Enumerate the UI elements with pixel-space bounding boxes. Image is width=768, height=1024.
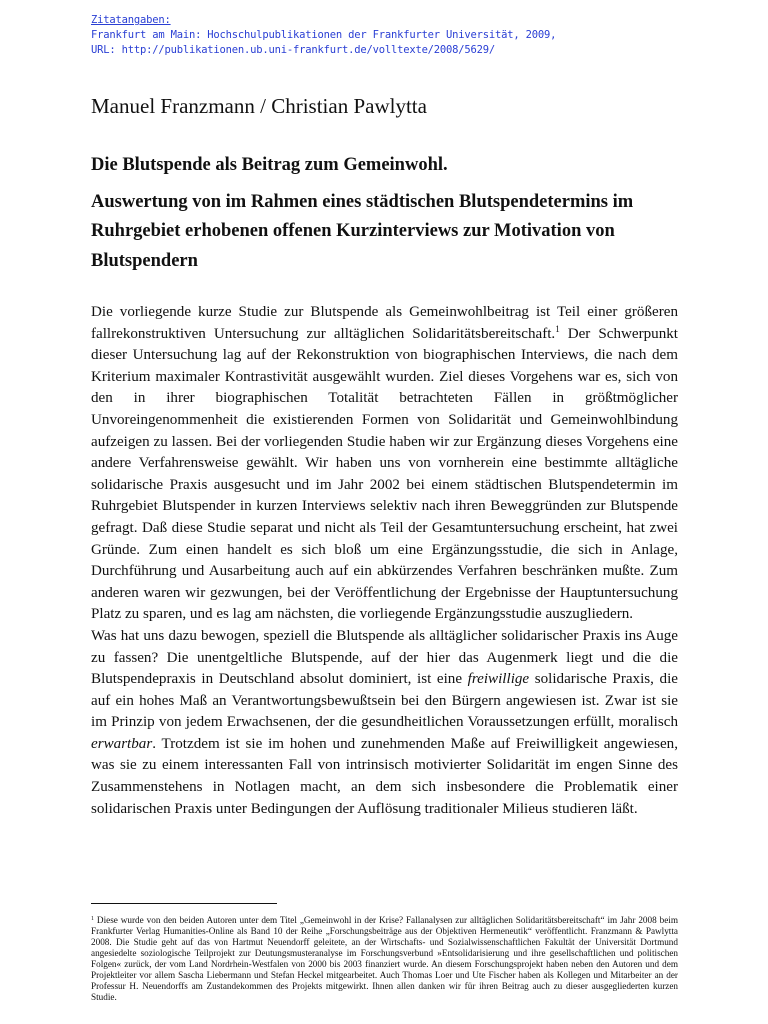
body-text (91, 302, 678, 820)
paragraph-2 (91, 626, 678, 820)
paragraph-2-text-a: Was hat uns dazu bewogen, speziell die Blutspende als alltäglicher solidarischer Praxis ins Auge zu fassen? Die unentgeltliche Blutspende, auf der hier das Augenmerk liegt und die die Blutspendepraxis in Deutschland absolut dominiert, ist eine (91, 627, 678, 688)
paper-title (91, 151, 691, 276)
citation-url-label: URL: (91, 44, 122, 56)
paragraph-2-text-c: . Trotzdem ist sie im hohen und zunehmenden Maße auf Freiwilligkeit angewiesen, was sie zu einem interessanten Fall von intrinsisch motivierter Solidarität im engen Sinne des Zusammenstehens in Notlagen macht, an dem sich insbesondere die Problematik einer solidarischen Praxis unter Bedingungen der Auflösung traditionaler Milieus studieren läßt. (91, 735, 678, 817)
citation-url-line (91, 43, 711, 58)
citation-block (91, 13, 711, 58)
footnote-text: Diese wurde von den beiden Autoren unter dem Titel „Gemeinwohl in der Krise? Fallanalysen zur alltäglichen Solidaritätsbereitschaft“ im Jahr 2008 beim Frankfurter Verlag Humanities-Online als Band 10 der Reihe „Forschungsbeiträge aus der Objektiven Hermeneutik“ veröffentlicht. Franzmann & Pawlytta 2008. Die Studie geht auf das von Hartmut Neuendorff geleitete, an der Wirtschafts- und Sozialwissenschaftlichen Fakultät der Universität Dortmund angesiedelte soziologische Teilprojekt zur Deutungsmusteranalyse im Forschungsverbund »Entsolidarisierung und ihre gesellschaftlichen und politischen Folgen« zurück, der vom Land Nordrhein-Westfalen von 2000 bis 2003 finanziert wurde. An diesem Forschungsprojekt haben neben den Autoren und dem Projektleiter vor allem Sascha Liebermann und Stefan Heckel mitgearbeitet. Auch Thomas Loer und Ute Fischer haben als Kollegen und Mitarbeiter an der Professur H. Neuendorffs am Zustandekommen des Projekts mitgewirkt. Ihnen allen danken wir für ihren Beitrag auch zu dieser ausgegliederten kurzen Studie. (91, 915, 678, 1002)
paragraph-1 (91, 302, 678, 626)
footnote-1 (91, 915, 678, 1003)
title-subtitle: Auswertung von im Rahmen eines städtischen Blutspendetermins im Ruhrgebiet erhobenen offenen Kurzinterviews zur Motivation von Blutspendern (91, 191, 634, 271)
citation-url-link[interactable]: http://publikationen.ub.uni-frankfurt.de/volltexte/2008/5629/ (121, 44, 496, 56)
paragraph-2-emphasis-2: erwartbar (91, 735, 153, 752)
paragraph-1-text-b: Der Schwerpunkt dieser Untersuchung lag auf der Rekonstruktion von biographischen Interviews, die nach dem Kriterium maximaler Kontrastivität ausgewählt wurden. Ziel dieses Vorgehens war es, sich von den in ihrer biographischen Totalität betrachteten Fällen in größtmöglicher Unvoreingenommenheit die existierenden Formen von Solidarität und Gemeinwohlbindung aufzeigen zu lassen. Bei der vorliegenden Studie haben wir zur Ergänzung dieses Vorgehens eine andere Verfahrensweise gewählt. Wir haben uns von vornherein eine bestimmte alltägliche solidarische Praxis ausgesucht und im Jahr 2002 bei einem städtischen Blutspendetermin im Ruhrgebiet Blutspender in kurzen Interviews selektiv nach ihren Beweggründen zur Blutspende gefragt. Daß diese Studie separat und nicht als Teil der Gesamtuntersuchung erscheint, hat zwei Gründe. Zum einen handelt es sich bloß um eine Ergänzungsstudie, die sich in Anlage, Durchführung und Ausarbeitung auch auf ein abkürzendes Verfahren beschränken mußte. Zum anderen waren wir gezwungen, bei der Veröffentlichung der Ergebnisse der Hauptuntersuchung Platz zu sparen, und es lag am nächsten, die vorliegende Ergänzungsstudie auszugliedern. (91, 325, 678, 623)
title-main: Die Blutspende als Beitrag zum Gemeinwohl. (91, 155, 448, 175)
paragraph-2-text-b: solidarische Praxis, die auf ein hohes Maß an Verantwortungsbewußtsein bei den Bürgern angewiesen ist. Zwar ist sie im Prinzip von jedem Erwachsenen, der die gesundheitlichen Voraussetzungen erfüllt, moralisch (91, 671, 678, 731)
paragraph-2-emphasis-1: freiwillige (467, 671, 530, 688)
citation-source: Frankfurt am Main: Hochschulpublikationen der Frankfurter Universität, 2009, (91, 29, 557, 41)
footnote-ref-1[interactable]: 1 (555, 323, 560, 334)
citation-heading-link[interactable]: Zitatangaben: (91, 14, 171, 26)
footnote-divider (91, 903, 277, 904)
footnote-number: 1 (91, 916, 94, 922)
authors: Manuel Franzmann / Christian Pawlytta (91, 94, 427, 118)
paragraph-1-text-a: Die vorliegende kurze Studie zur Blutspende als Gemeinwohlbeitrag ist Teil einer größeren fallrekonstruktiven Untersuchung zur alltäglichen Solidaritätsbereitschaft. (91, 304, 678, 342)
